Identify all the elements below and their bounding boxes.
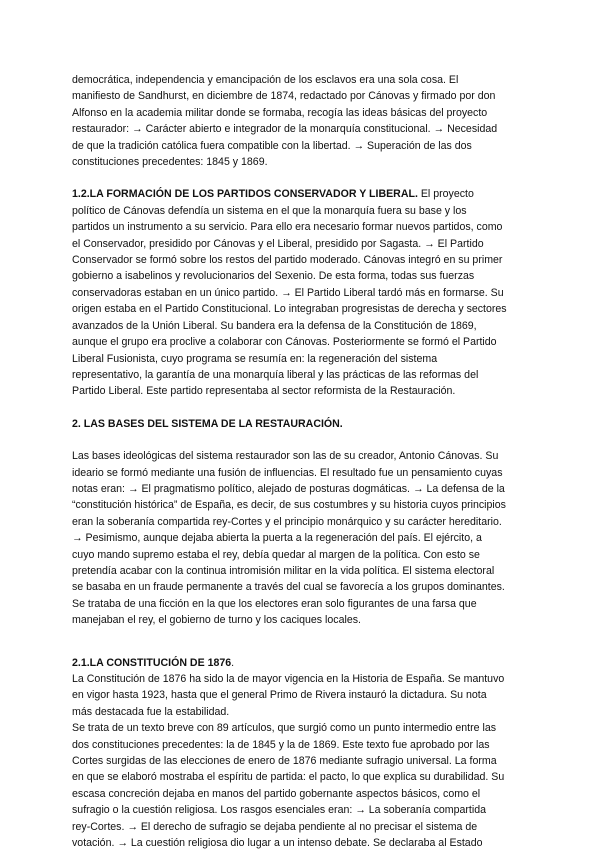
text-line: pretendía acabar con la continua intromisión militar en la vida política. El sistema electoral [72,564,495,577]
text-line: más destacada fue la estabilidad. [72,705,230,718]
text-line: manifiesto de Sandhurst, en diciembre de 1874, redactado por Cánovas y firmado por don [72,90,496,103]
text-line: cuyo mando supremo estaba el rey, debía quedar al margen de la política. Con esto se [72,548,480,561]
text-line: ideario se formó mediante una fusión de influencias. El resultado fue un pensamiento cuyas [72,466,503,479]
text-line: de que la tradición católica fuera compatible con la libertad. → Superación de las dos [72,139,472,152]
text-fragment: El proyecto [417,188,474,201]
text-line: Cortes surgidas de las elecciones de enero de 1876 mediante sufragio universal. La forma [72,755,497,768]
text-line: representativo, la garantía de una monarquía liberal y las prácticas de las reformas del [72,368,479,381]
text-line: constituciones precedentes: 1845 y 1869. [72,156,268,169]
text-line: Se trata de un texto breve con 89 artículos, que surgió como un punto intermedio entre las [72,722,497,735]
section-heading: 1.2.LA FORMACIÓN DE LOS PARTIDOS CONSERVADOR Y LIBERAL. [72,188,418,201]
text-line: en vigor hasta 1923, hasta que el general Primo de Rivera instauró la dictadura. Su nota [72,689,487,702]
text-line: Liberal Fusionista, cuyo programa se resumía en: la regeneración del sistema [72,352,438,365]
text-line: partidos un instrumento a su servicio. Para ello era necesario formar nuevos partidos, como [72,221,503,234]
text-line: democrática, independencia y emancipación de los esclavos era una sola cosa. El [72,74,459,86]
text-line: se basaba en un fraude permanente a través del cual se favorecía a los grupos dominantes. [72,581,505,594]
text-line: rey-Cortes. → El derecho de sufragio se dejaba pendiente al no precisar el sistema de [72,820,478,833]
text-line: conservadoras estaban en un único partido. → El Partido Liberal tardó más en formarse. Su [72,286,504,299]
text-line: restaurador: → Carácter abierto e integrador de la monarquía constitucional. → Necesidad [72,123,498,136]
text-line: Conservador se formó sobre los restos del partido moderado. Cánovas integró en su primer [72,254,503,267]
section-heading: 2. LAS BASES DEL SISTEMA DE LA RESTAURACIÓN. [72,417,343,430]
text-line: “constitución histórica” de España, es decir, de sus costumbres y su historia cuyos principios [72,499,506,512]
section-parties [72,186,532,399]
text-line: dos constituciones precedentes: la de 1845 y la de 1869. Este texto fue aprobado por las [72,738,490,751]
text-fragment: . [231,656,235,669]
text-line: el Conservador, presidido por Cánovas y el Liberal, presidido por Sagasta. → El Partido [72,237,484,250]
text-line: Se trataba de una ficción en la que los electores eran solo figurantes de una farsa que [72,597,477,610]
text-line: en que se elaboró mostraba el espíritu de partida: el pacto, lo que explica su durabilidad. Su [72,771,505,784]
section-heading-line [72,655,532,671]
section-heading: 2.1.LA CONSTITUCIÓN DE 1876 [72,656,232,669]
text-line: escasa concreción dejaba en manos del partido gobernante aspectos básicos, como el [72,787,481,800]
text-line: votación. → La cuestión religiosa dio lugar a un intenso debate. Se declaraba al Estado [72,837,483,850]
text-line: político de Cánovas defendía un sistema en el que la monarquía fuera su base y los [72,204,467,217]
section-heading-line [72,186,532,202]
text-line: gobierno a isabelinos y revolucionarios del Sexenio. De esta forma, todas sus fuerzas [72,270,475,283]
text-line: Las bases ideológicas del sistema restaurador son las de su creador, Antonio Cánovas. Su [72,450,499,463]
text-line: aunque el grupo era proclive a colaborar con Cánovas. Posteriormente se formó el Partido [72,336,497,349]
text-line: manejaban el rey, el gobierno de turno y los caciques locales. [72,614,361,627]
text-line: origen estaba en el Partido Constitucional. Lo integraban progresistas de derecha y sectores [72,303,507,316]
section-bases [72,448,532,628]
intro-paragraph [72,72,532,170]
text-line: eran la soberanía compartida rey-Cortes y el principio monárquico y su carácter hereditario. [72,515,502,528]
text-line: Partido Liberal. Este partido representaba al sector reformista de la Restauración. [72,385,456,398]
text-line: → Pesimismo, aunque dejaba abierta la puerta a la regeneración del país. El ejército, a [72,532,482,545]
text-line: avanzados de la Unión Liberal. Su bandera era la defensa de la Constitución de 1869, [72,319,477,332]
text-line: sufragio o la cuestión religiosa. Los rasgos esenciales eran: → La soberanía compartida [72,804,486,817]
text-line: notas eran: → El pragmatismo político, alejado de posturas dogmáticas. → La defensa de la [72,482,505,495]
section-constitution [72,655,532,851]
section-bases-heading-block [72,416,532,432]
text-line: La Constitución de 1876 ha sido la de mayor vigencia en la Historia de España. Se mantuvo [72,673,505,685]
text-line: Alfonso en la academia militar donde se formaba, recogía las ideas básicas del proyecto [72,106,488,119]
